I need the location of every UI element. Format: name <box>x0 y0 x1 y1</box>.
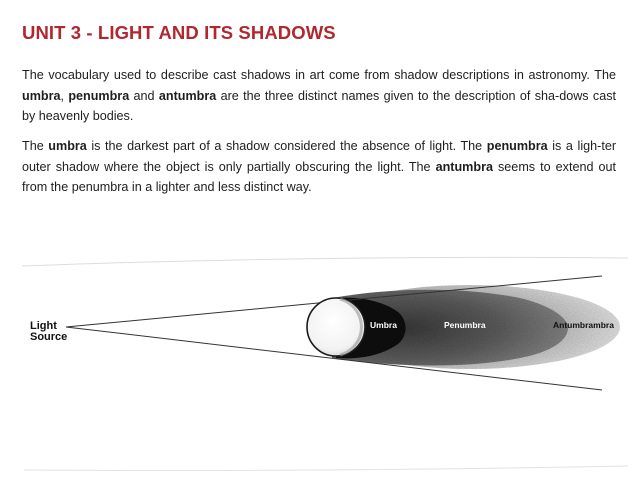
light-source-label-line1: Light <box>30 320 57 332</box>
term-antumbra: antumbra <box>435 159 493 174</box>
occluding-body <box>307 298 365 356</box>
text-run: are the three distinct names given to the description of sha-dows cast by heavenly bodies. <box>22 88 617 123</box>
text-run: and <box>129 88 159 103</box>
text-run: is a ligh-ter outer shadow where the object is only partially obscuring the light. The <box>22 139 617 174</box>
text-run: The <box>22 139 49 153</box>
text-run: The vocabulary used to describe cast shadows in art come from shadow descriptions in astronomy. The <box>22 68 616 82</box>
term-umbra: umbra <box>22 88 61 103</box>
term-umbra: umbra <box>48 139 87 153</box>
term-penumbra: penumbra <box>68 88 130 103</box>
text-run: is the darkest part of a shadow considered the absence of light. The <box>86 139 487 153</box>
frame-line-bottom <box>24 466 628 471</box>
text-run: , <box>60 88 69 103</box>
penumbra-label: Penumbra <box>444 320 486 330</box>
umbra-label: Umbra <box>370 320 397 330</box>
frame-line-top <box>22 257 628 266</box>
text-run: seems to extend out from the penumbra in a lighter and less distinct way. <box>22 159 616 194</box>
term-penumbra: penumbra <box>486 139 548 153</box>
antumbra-label: Antumbrambra <box>553 320 614 330</box>
light-source-label-line2: Source <box>30 331 68 343</box>
page-title: UNIT 3 - LIGHT AND ITS SHADOWS <box>22 22 336 43</box>
term-antumbra: antumbra <box>158 88 217 103</box>
